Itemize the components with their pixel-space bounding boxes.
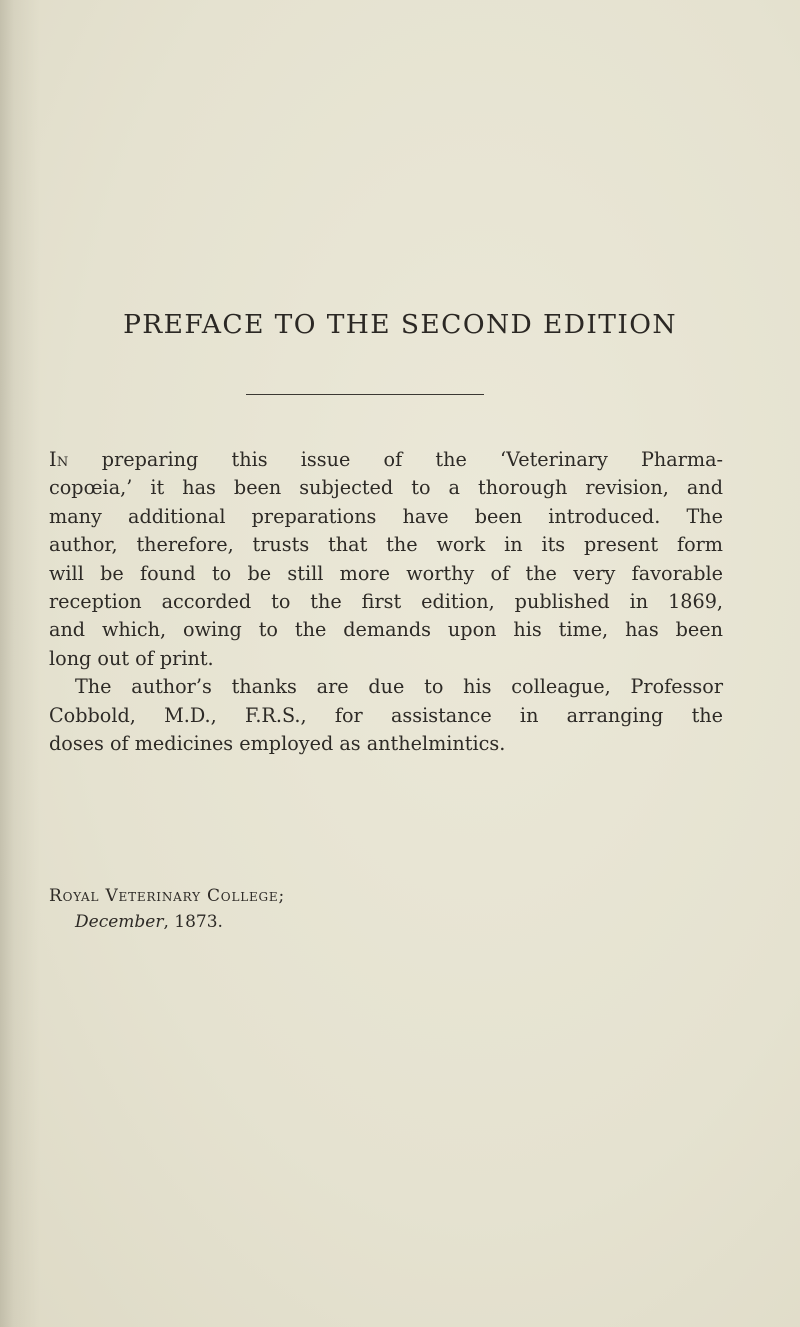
preface-body <box>49 446 723 758</box>
paragraph-line: Cobbold, M.D., F.R.S., for assistance in arranging the <box>49 703 723 727</box>
paragraph-line: many additional preparations have been introduced. The <box>49 504 723 528</box>
line-text: preparing this issue of the ‘Veterinary Pharma- <box>101 448 723 471</box>
opening-word: In <box>49 448 69 471</box>
signoff-date <box>49 909 285 935</box>
paragraph-line: reception accorded to the first edition, published in 1869, <box>49 589 723 613</box>
title-divider <box>246 394 484 395</box>
page-title: PREFACE TO THE SECOND EDITION <box>123 309 677 340</box>
paragraph-line: author, therefore, trusts that the work in its present form <box>49 533 723 557</box>
paragraph-line: The author’s thanks are due to his colleague, Professor <box>75 675 723 699</box>
paragraph-line <box>49 446 723 474</box>
paragraph-line: copœia,’ it has been subjected to a thorough revision, and <box>49 476 723 500</box>
paragraph-line: long out of print. <box>49 646 214 670</box>
paragraph-line: doses of medicines employed as anthelmintics. <box>49 731 506 755</box>
paragraph-line: and which, owing to the demands upon his time, has been <box>49 618 723 642</box>
signoff-year: , 1873. <box>163 912 223 932</box>
signoff-institution: Royal Veterinary College; <box>49 886 286 906</box>
signoff-month: December <box>75 912 164 932</box>
paragraph-line: will be found to be still more worthy of the very favorable <box>49 561 723 585</box>
signoff <box>49 883 285 935</box>
